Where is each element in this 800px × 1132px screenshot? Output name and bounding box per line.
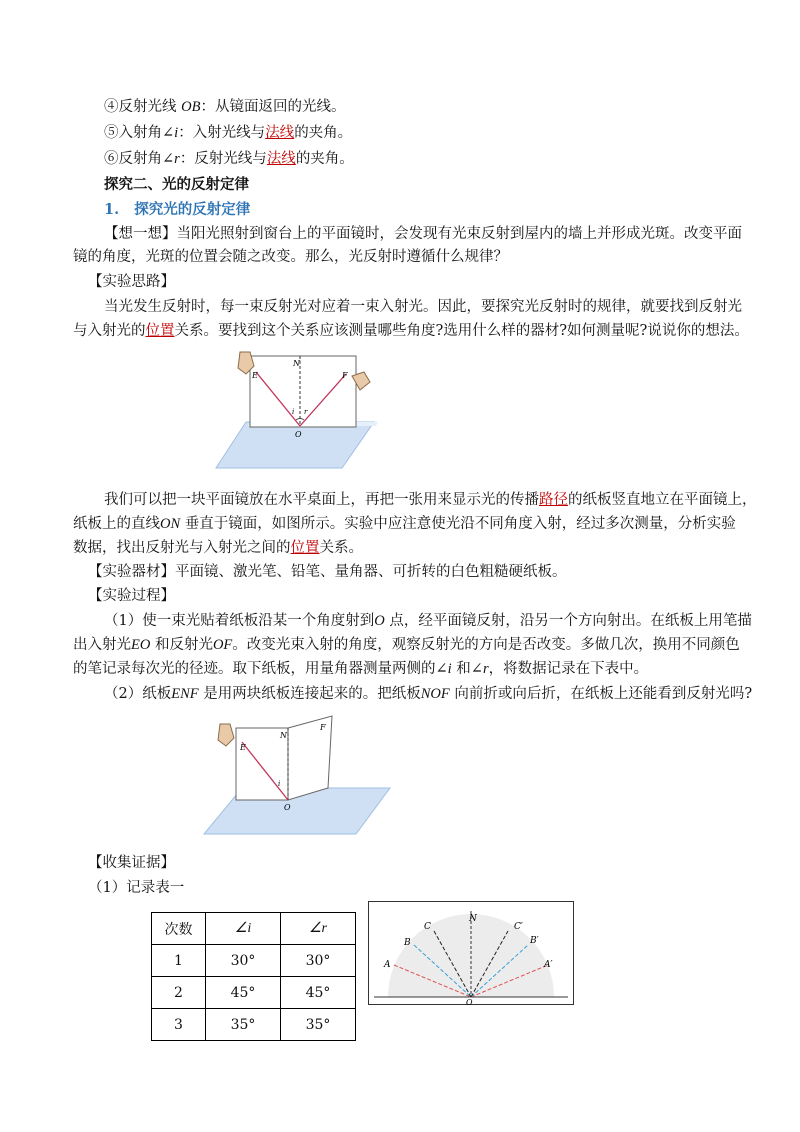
header-angle-r: ∠r <box>281 913 356 945</box>
path-link[interactable]: 路径 <box>539 492 568 508</box>
position-link[interactable]: 位置 <box>290 540 320 556</box>
symbol: i <box>174 125 179 141</box>
method-line-1 <box>104 490 757 510</box>
symbol: ON <box>160 516 181 532</box>
process-step1-line-3 <box>73 659 648 679</box>
symbol: OF <box>212 637 233 653</box>
paper-board <box>250 356 356 427</box>
method-text: 关系。 <box>319 540 363 556</box>
label-c: C <box>424 922 431 932</box>
table-row <box>152 1009 356 1041</box>
process-step1-line-2 <box>73 635 740 655</box>
item-reflected-ray <box>104 97 345 117</box>
label-o: O <box>295 430 302 439</box>
method-text: 的纸板竖直地立在平面镜上， <box>568 492 757 508</box>
think-line-1 <box>104 224 742 244</box>
process-text: 和∠ <box>451 661 483 677</box>
hand <box>218 724 234 746</box>
cell: 3 <box>152 1009 206 1041</box>
section-title: 探究二、光的反射定律 <box>104 176 249 193</box>
cell: 30° <box>281 945 356 977</box>
process-text: 。改变光束入射的角度，观察反射光的方向是否改变。多做几次，换用不同颜色 <box>232 637 740 653</box>
label-i: i <box>292 408 295 416</box>
label-e: E <box>240 743 246 752</box>
symbol: r <box>174 151 180 167</box>
item-prefix: ④反射光线 <box>104 99 182 115</box>
idea-line-2 <box>73 321 749 341</box>
subsection-label: 探究光的反射定律 <box>134 201 251 218</box>
item-text: ：入射光线与 <box>178 125 266 141</box>
idea-line-1: 当光发生反射时，每一束反射光对应着一束入射光。因此，要探究光反射时的规律，就要找到反射光 <box>104 299 742 315</box>
item-incident-angle <box>104 123 352 143</box>
symbol: ENF <box>171 686 199 702</box>
normal-link[interactable]: 法线 <box>265 125 295 141</box>
method-line-2 <box>73 514 736 534</box>
header-count: 次数 <box>152 913 206 945</box>
equipment-tag: 【实验器材】 <box>88 564 175 580</box>
method-text: 我们可以把一块平面镜放在水平桌面上，再把一张用来显示光的传播 <box>104 492 539 508</box>
figure-reflection-setup <box>212 348 384 472</box>
label-e: E <box>252 371 258 380</box>
cell: 1 <box>152 945 206 977</box>
label-a-prime: A′ <box>544 960 553 970</box>
process-text: 点，经平面镜反射，沿另一个方向射出。在纸板上用笔描 <box>384 613 752 629</box>
item-text: 的夹角。 <box>295 151 354 167</box>
item-text: 的夹角。 <box>294 125 353 141</box>
symbol: NOF <box>420 686 450 702</box>
method-text: 数据，找出反射光与入射光之间的 <box>73 540 291 556</box>
label-f: F <box>320 723 326 732</box>
cell: 35° <box>281 1009 356 1041</box>
process-text: 是用两块纸板连接起来的。把纸板 <box>198 686 421 702</box>
header-angle-i: ∠i <box>206 913 281 945</box>
equipment-line <box>88 562 567 582</box>
symbol: i <box>447 661 452 677</box>
label-i: i <box>278 780 281 788</box>
method-text: 垂直于镜面，如图所示。实验中应注意使光沿不同角度入射，经过多次测量，分析实验 <box>180 516 736 532</box>
cell: 45° <box>281 977 356 1009</box>
subsection-title <box>104 200 250 220</box>
label-o: O <box>466 998 473 1005</box>
item-text: ：从镜面返回的光线。 <box>200 99 346 115</box>
label-n: N <box>280 731 287 740</box>
label-r: r <box>304 408 308 416</box>
symbol: OB <box>181 99 201 115</box>
label-f: F <box>342 371 348 380</box>
process-text: 的笔记录每次光的径迹。取下纸板，用量角器测量两侧的∠ <box>73 661 448 677</box>
process-text: 出入射光 <box>73 637 131 653</box>
table-row <box>152 977 356 1009</box>
normal-link[interactable]: 法线 <box>266 151 296 167</box>
label-a: A <box>384 960 391 970</box>
process-text: 向前折或向后折，在纸板上还能看到反射光吗? <box>449 686 753 702</box>
item-reflection-angle <box>104 149 354 169</box>
record-table <box>151 912 356 1041</box>
process-step2-line <box>104 684 752 704</box>
idea-text: 关系。要找到这个关系应该测量哪些角度?选用什么样的器材?如何测量呢?说说你的想法。 <box>174 323 749 339</box>
label-n: N <box>469 914 477 924</box>
cell: 2 <box>152 977 206 1009</box>
process-step1-line-1 <box>104 611 752 631</box>
label-n: N <box>293 359 300 368</box>
process-text: （2）纸板 <box>104 686 172 702</box>
method-line-3 <box>73 538 363 558</box>
process-text: 和反射光 <box>150 637 213 653</box>
evidence-tag: 【收集证据】 <box>88 855 175 871</box>
label-b: B <box>404 938 411 948</box>
cell: 35° <box>206 1009 281 1041</box>
process-tag: 【实验过程】 <box>88 588 175 604</box>
position-link[interactable]: 位置 <box>145 323 175 339</box>
table-header-row <box>152 913 356 945</box>
idea-tag: 【实验思路】 <box>88 274 175 290</box>
item-prefix: ⑤入射角∠ <box>104 125 175 141</box>
figure-folded-board <box>200 714 392 838</box>
subsection-number: 1. <box>104 201 120 218</box>
item-prefix: ⑥反射角∠ <box>104 151 175 167</box>
cell: 45° <box>206 977 281 1009</box>
label-c-prime: C′ <box>514 922 523 932</box>
idea-text: 与入射光的 <box>73 323 146 339</box>
symbol: r <box>482 661 489 677</box>
symbol: EO <box>131 637 151 653</box>
think-text: 当阳光照射到窗台上的平面镜时，会发现有光束反射到屋内的墙上并形成光斑。改变平面 <box>176 226 742 242</box>
mirror-surface <box>216 422 374 468</box>
equipment-text: 平面镜、激光笔、铅笔、量角器、可折转的白色粗糙硬纸板。 <box>175 564 567 580</box>
process-text: ，将数据记录在下表中。 <box>488 661 649 677</box>
symbol: O <box>374 613 385 629</box>
think-line-2: 镜的角度，光斑的位置会随之改变。那么，光反射时遵循什么规律？ <box>73 249 508 265</box>
think-tag: 【想一想】 <box>104 226 177 242</box>
method-text: 纸板上的直线 <box>73 516 160 532</box>
process-text: （1）使一束光贴着纸板沿某一个角度射到 <box>104 613 375 629</box>
table-row <box>152 945 356 977</box>
item-text: ：反射光线与 <box>179 151 267 167</box>
label-b-prime: B′ <box>530 936 539 946</box>
figure-protractor-rays <box>368 901 574 1005</box>
table-caption: （1）记录表一 <box>88 880 185 896</box>
cell: 30° <box>206 945 281 977</box>
label-o: O <box>284 803 291 812</box>
